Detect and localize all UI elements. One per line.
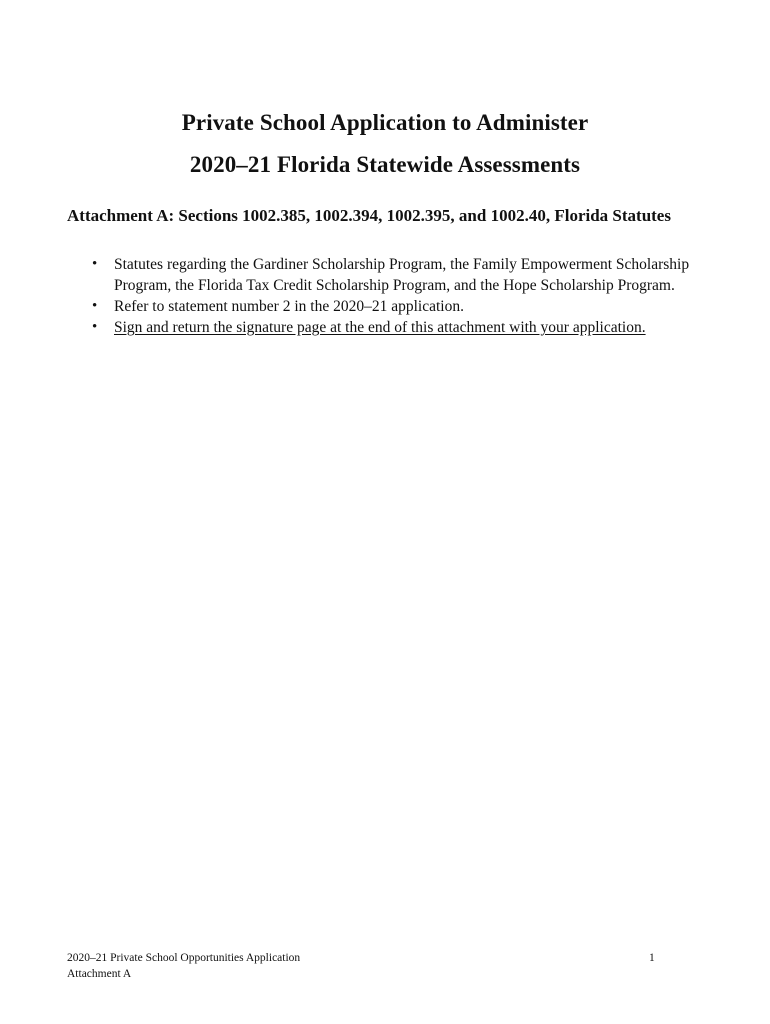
footer-line-1: 2020–21 Private School Opportunities Application <box>67 952 301 964</box>
footer <box>67 950 300 982</box>
bullet-list <box>90 254 700 338</box>
bullet-text: Refer to statement number 2 in the 2020–21 application. <box>114 298 464 315</box>
bullet-text-underlined: Sign and return the signature page at the end of this attachment with your application. <box>114 319 646 336</box>
page-number: 1 <box>649 952 655 964</box>
bullet-icon: • <box>92 256 98 272</box>
document-title-line-1: Private School Application to Administer <box>181 110 589 135</box>
document-title-line-2: 2020–21 Florida Statewide Assessments <box>189 152 581 177</box>
bullet-icon: • <box>92 319 98 335</box>
section-heading: Attachment A: Sections 1002.385, 1002.394, 1002.395, and 1002.40, Florida Statutes <box>67 206 671 225</box>
list-item <box>90 317 700 338</box>
list-item <box>90 296 700 317</box>
footer-line-2: Attachment A <box>67 968 132 980</box>
bullet-text: Statutes regarding the Gardiner Scholarship Program, the Family Empowerment Scholarship Program, the Florida Tax Credit Scholarship Program, and the Hope Scholarship Program. <box>114 256 690 294</box>
bullet-icon: • <box>92 298 98 314</box>
list-item <box>90 254 700 296</box>
